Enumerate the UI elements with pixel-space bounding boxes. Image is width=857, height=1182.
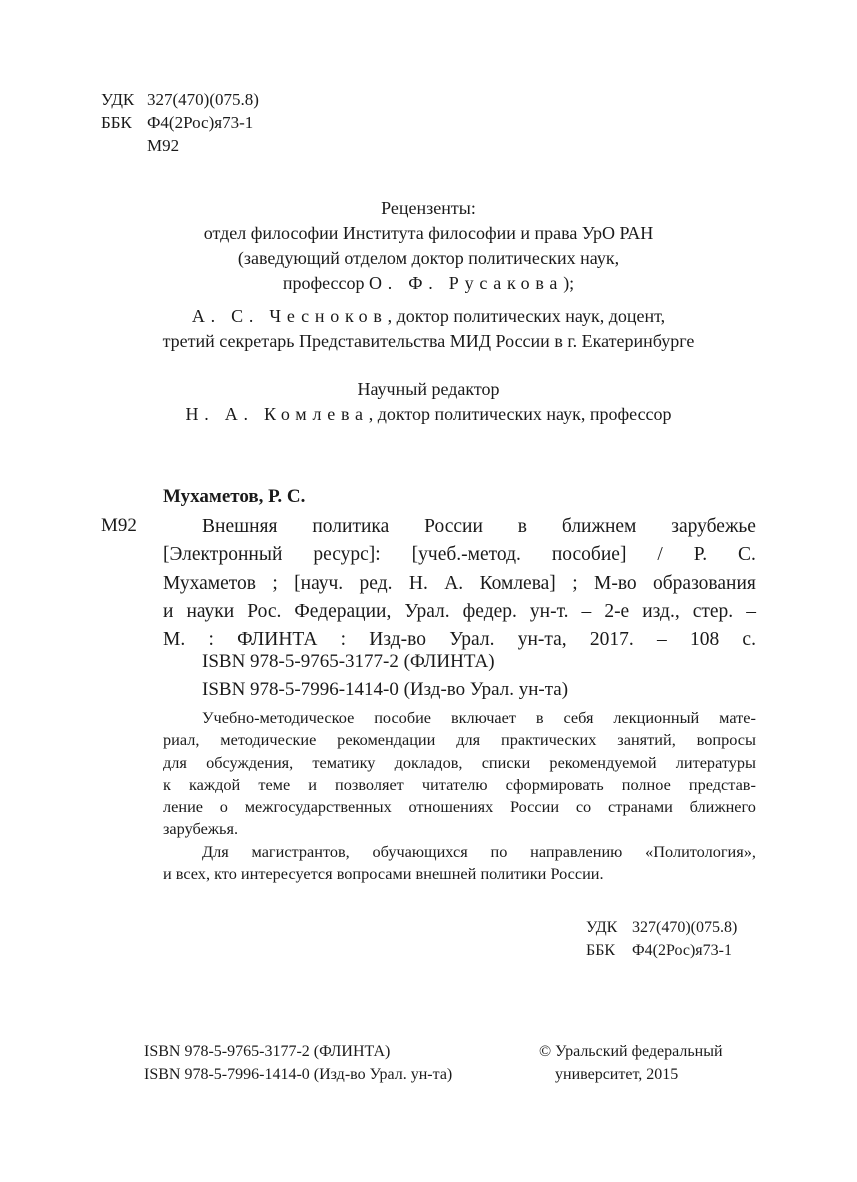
word: А.	[444, 572, 464, 594]
word: ред.	[359, 572, 393, 594]
udk-label-bottom: УДК	[586, 919, 618, 936]
bbk-row-bottom	[586, 939, 737, 962]
editor-block	[0, 377, 857, 427]
footer-isbn-block	[144, 1040, 452, 1086]
annotation-line	[163, 774, 756, 796]
word: Р.	[693, 544, 708, 566]
word: странами	[607, 797, 673, 817]
word: по	[490, 841, 508, 861]
word: обсуждения,	[206, 752, 294, 772]
word: Н.	[408, 572, 428, 594]
word: –	[746, 600, 756, 622]
word: теме	[258, 774, 291, 794]
word: М.	[163, 629, 186, 651]
word: в	[535, 708, 544, 727]
annotation-line	[163, 707, 756, 729]
word: 108	[689, 629, 720, 651]
word: направлению	[530, 841, 623, 861]
word: методические	[220, 730, 317, 750]
word: со	[575, 797, 592, 817]
reviewers-line-3	[0, 271, 857, 296]
copyright-line-1: © Уральский федеральный	[539, 1043, 723, 1060]
udk-row	[101, 88, 259, 111]
udk-row-bottom	[586, 916, 737, 939]
reviewers-line-2: (заведующий отделом доктор политических наук,	[237, 248, 620, 268]
reviewers-line-4-suffix: , доктор политических наук, доцент,	[387, 306, 666, 326]
word: магистрантов,	[251, 841, 350, 861]
word: 2017.	[589, 629, 634, 651]
word: Урал.	[404, 600, 450, 622]
word: 2-е	[604, 600, 630, 622]
bbk-label-bottom: ББК	[586, 942, 616, 959]
author-sign: М92	[147, 136, 180, 155]
record-sign: М92	[101, 515, 137, 536]
word: с.	[742, 629, 756, 651]
word: ление	[163, 797, 204, 817]
word: зарубежье	[671, 516, 756, 537]
record-line	[163, 541, 756, 569]
reviewers-block	[0, 196, 857, 354]
editor-name: Н. А. Комлева	[185, 404, 369, 424]
word: пособие]	[551, 544, 627, 566]
word: и всех, кто интересуется вопросами внешней политики России.	[163, 864, 604, 884]
word: «Политология»,	[645, 841, 756, 861]
record-line	[163, 513, 756, 541]
word: риал,	[163, 730, 200, 750]
word: [учеб.-метод.	[411, 544, 521, 566]
word: рекомендуемой	[549, 752, 657, 772]
word: Изд-во	[369, 629, 426, 651]
word: тематику	[312, 752, 376, 772]
bbk-label: ББК	[101, 113, 132, 132]
reviewers-line-3-suffix: );	[563, 273, 575, 293]
word: отношениях	[408, 797, 494, 817]
word: ресурс]:	[313, 544, 381, 566]
record-author: Мухаметов, Р. С.	[163, 486, 306, 507]
word: С.	[738, 544, 756, 566]
word: науки	[186, 600, 235, 622]
word: включает	[450, 708, 516, 727]
word: и	[308, 774, 317, 794]
word: списки	[481, 752, 531, 772]
reviewers-line-3-prefix: профессор	[282, 273, 370, 293]
word: ун-т.	[529, 600, 569, 622]
word: ;	[272, 572, 278, 594]
word: Внешняя	[202, 516, 278, 537]
word: [Электронный	[163, 544, 283, 566]
word: ближнем	[561, 516, 637, 537]
word: занятий,	[617, 730, 676, 750]
classification-codes-top	[101, 88, 259, 157]
word: изд.,	[642, 600, 680, 622]
word: Рос.	[247, 600, 282, 622]
word: для	[163, 752, 187, 772]
bbk-value-bottom: Ф4(2Рос)я73-1	[632, 942, 732, 959]
editor-line	[0, 402, 857, 427]
word: для	[456, 730, 481, 750]
word: России	[509, 797, 560, 817]
word: Федерации,	[294, 600, 392, 622]
record-line	[163, 598, 756, 626]
annotation-line	[163, 752, 756, 774]
word: вопросы	[696, 730, 756, 750]
word: федер.	[462, 600, 517, 622]
word: о	[219, 797, 228, 817]
word: стер.	[692, 600, 734, 622]
copyright-line-2: университет, 2015	[555, 1066, 679, 1083]
word: мате-	[719, 708, 756, 727]
word: сформировать	[505, 774, 604, 794]
annotation-line	[163, 796, 756, 818]
footer-isbn-flinta: ISBN 978-5-9765-3177-2 (ФЛИНТА)	[144, 1043, 391, 1060]
reviewer-name-rusakova: О. Ф. Русакова	[369, 273, 564, 293]
annotation-line	[163, 729, 756, 751]
word: лекционный	[613, 708, 700, 727]
word: представ-	[688, 774, 756, 794]
word: Для	[202, 841, 229, 861]
record-line	[163, 570, 756, 598]
record-isbn-ural: ISBN 978-5-7996-1414-0 (Изд-во Урал. ун-та)	[202, 679, 569, 700]
word: докладов,	[394, 752, 463, 772]
word: М-во	[593, 572, 637, 594]
word: ун-та,	[517, 629, 567, 651]
word: и	[163, 600, 174, 622]
word: ближнего	[689, 797, 756, 817]
record-isbn-flinta: ISBN 978-5-9765-3177-2 (ФЛИНТА)	[202, 651, 495, 672]
word: в	[517, 516, 528, 537]
udk-label: УДК	[101, 90, 135, 109]
word: –	[656, 629, 667, 651]
word: /	[657, 544, 663, 566]
bbk-row	[101, 111, 259, 134]
reviewers-line-5: третий секретарь Представительства МИД России в г. Екатеринбурге	[162, 331, 695, 351]
word: Учебно-методическое	[202, 708, 355, 727]
word: зарубежья.	[163, 819, 239, 839]
record-description	[163, 513, 756, 654]
word: межгосударственных	[244, 797, 392, 817]
word: читателю	[421, 774, 488, 794]
word: позволяет	[335, 774, 404, 794]
word: Мухаметов	[163, 572, 256, 594]
word: к	[163, 774, 171, 794]
footer-isbn-ural: ISBN 978-5-7996-1414-0 (Изд-во Урал. ун-та)	[144, 1066, 453, 1083]
word: себя	[563, 708, 594, 727]
word: ФЛИНТА	[237, 629, 318, 651]
word: России	[424, 516, 483, 537]
word: :	[208, 629, 214, 651]
word: рекомендации	[337, 730, 436, 750]
word: политика	[312, 516, 390, 537]
word: образования	[653, 572, 756, 594]
word: Урал.	[449, 629, 495, 651]
word: ;	[572, 572, 578, 594]
word: [науч.	[294, 572, 344, 594]
word: Комлева]	[479, 572, 556, 594]
word: :	[340, 629, 347, 651]
word: –	[581, 600, 592, 622]
word: литературы	[675, 752, 756, 772]
word: пособие	[374, 708, 432, 727]
reviewer-name-chesnokov: А. С. Чесноков	[191, 306, 388, 326]
bbk-value: Ф4(2Рос)я73-1	[147, 113, 254, 132]
copyright-block	[539, 1040, 723, 1086]
word: обучающихся	[372, 841, 468, 861]
udk-value: 327(470)(075.8)	[147, 90, 259, 109]
udk-value-bottom: 327(470)(075.8)	[632, 919, 738, 936]
word: полное	[621, 774, 671, 794]
reviewers-line-1: отдел философии Института философии и права УрО РАН	[203, 223, 654, 243]
word: практических	[501, 730, 597, 750]
annotation	[163, 707, 756, 885]
word: каждой	[188, 774, 241, 794]
annotation-line	[163, 841, 756, 863]
annotation-line	[163, 818, 756, 840]
annotation-line	[163, 863, 756, 885]
classification-codes-bottom	[586, 916, 737, 962]
reviewers-heading: Рецензенты:	[381, 198, 476, 218]
editor-suffix: , доктор политических наук, профессор	[368, 404, 672, 424]
editor-heading: Научный редактор	[357, 379, 500, 399]
reviewers-line-4	[0, 304, 857, 329]
